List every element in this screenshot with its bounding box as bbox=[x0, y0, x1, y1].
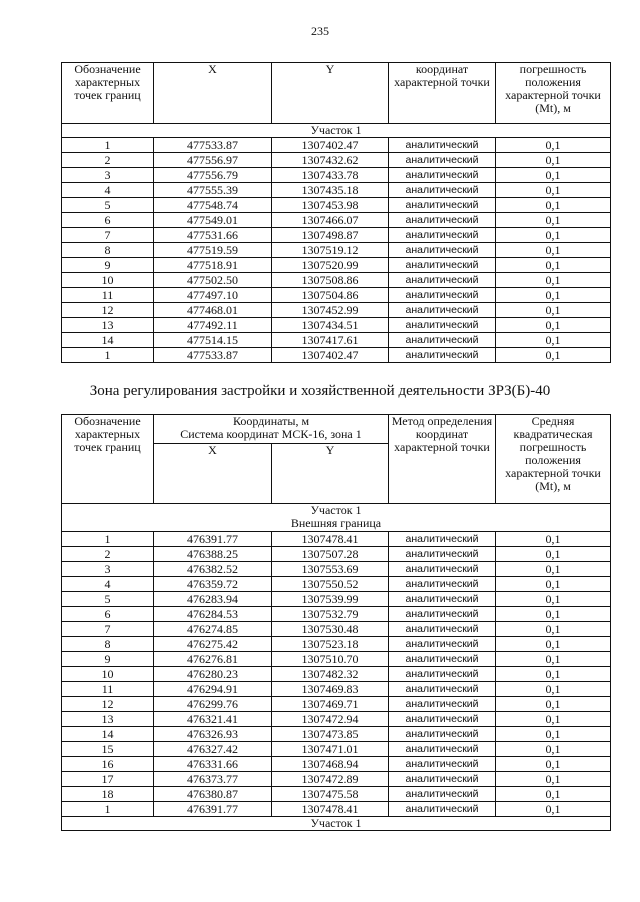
table2-section-cell bbox=[62, 504, 611, 532]
method-cell: аналитический bbox=[389, 652, 496, 667]
table1-section-row bbox=[62, 124, 611, 138]
error-cell: 0,1 bbox=[496, 622, 611, 637]
table2-coords-system: Система координат МСК-16, зона 1 bbox=[180, 427, 362, 441]
y-value-cell: 1307482.32 bbox=[272, 667, 389, 682]
table1-header-point: Обозначение характерных точек границ bbox=[62, 63, 154, 124]
table-row bbox=[62, 772, 611, 787]
error-cell: 0,1 bbox=[496, 667, 611, 682]
x-value-cell: 476388.25 bbox=[154, 547, 272, 562]
error-cell: 0,1 bbox=[496, 772, 611, 787]
method-cell: аналитический bbox=[389, 592, 496, 607]
error-cell: 0,1 bbox=[496, 637, 611, 652]
method-cell: аналитический bbox=[389, 258, 496, 273]
y-value-cell: 1307475.58 bbox=[272, 787, 389, 802]
point-number-cell: 6 bbox=[62, 213, 154, 228]
error-cell: 0,1 bbox=[496, 258, 611, 273]
table-row bbox=[62, 667, 611, 682]
table-row bbox=[62, 712, 611, 727]
point-number-cell: 8 bbox=[62, 637, 154, 652]
point-number-cell: 3 bbox=[62, 562, 154, 577]
method-cell: аналитический bbox=[389, 697, 496, 712]
x-value-cell: 476294.91 bbox=[154, 682, 272, 697]
error-cell: 0,1 bbox=[496, 228, 611, 243]
table-row bbox=[62, 303, 611, 318]
table-row bbox=[62, 138, 611, 153]
y-value-cell: 1307468.94 bbox=[272, 757, 389, 772]
y-value-cell: 1307402.47 bbox=[272, 138, 389, 153]
method-cell: аналитический bbox=[389, 802, 496, 817]
y-value-cell: 1307472.94 bbox=[272, 712, 389, 727]
error-cell: 0,1 bbox=[496, 318, 611, 333]
table-row bbox=[62, 318, 611, 333]
error-cell: 0,1 bbox=[496, 652, 611, 667]
table2-section-label: Участок 1 bbox=[310, 503, 362, 517]
y-value-cell: 1307539.99 bbox=[272, 592, 389, 607]
table-row bbox=[62, 228, 611, 243]
method-cell: аналитический bbox=[389, 607, 496, 622]
table-row bbox=[62, 757, 611, 772]
x-value-cell: 476391.77 bbox=[154, 802, 272, 817]
error-cell: 0,1 bbox=[496, 547, 611, 562]
x-value-cell: 477519.59 bbox=[154, 243, 272, 258]
method-cell: аналитический bbox=[389, 213, 496, 228]
y-value-cell: 1307507.28 bbox=[272, 547, 389, 562]
point-number-cell: 2 bbox=[62, 547, 154, 562]
point-number-cell: 12 bbox=[62, 303, 154, 318]
point-number-cell: 14 bbox=[62, 727, 154, 742]
error-cell: 0,1 bbox=[496, 727, 611, 742]
error-cell: 0,1 bbox=[496, 577, 611, 592]
method-cell: аналитический bbox=[389, 682, 496, 697]
table-row bbox=[62, 213, 611, 228]
error-cell: 0,1 bbox=[496, 138, 611, 153]
x-value-cell: 477502.50 bbox=[154, 273, 272, 288]
table2-header-point: Обозначение характерных точек границ bbox=[62, 415, 154, 504]
point-number-cell: 11 bbox=[62, 682, 154, 697]
y-value-cell: 1307472.89 bbox=[272, 772, 389, 787]
point-number-cell: 2 bbox=[62, 153, 154, 168]
method-cell: аналитический bbox=[389, 562, 496, 577]
x-value-cell: 477533.87 bbox=[154, 138, 272, 153]
x-value-cell: 476274.85 bbox=[154, 622, 272, 637]
x-value-cell: 477492.11 bbox=[154, 318, 272, 333]
table2-subsection-label: Внешняя граница bbox=[290, 516, 382, 530]
x-value-cell: 477555.39 bbox=[154, 183, 272, 198]
x-value-cell: 477518.91 bbox=[154, 258, 272, 273]
point-number-cell: 10 bbox=[62, 273, 154, 288]
point-number-cell: 9 bbox=[62, 258, 154, 273]
table-row bbox=[62, 547, 611, 562]
table-row bbox=[62, 348, 611, 363]
error-cell: 0,1 bbox=[496, 802, 611, 817]
coordinates-table-2 bbox=[61, 414, 611, 831]
y-value-cell: 1307453.98 bbox=[272, 198, 389, 213]
table2-trailing-row bbox=[62, 817, 611, 831]
method-cell: аналитический bbox=[389, 757, 496, 772]
method-cell: аналитический bbox=[389, 637, 496, 652]
table-row bbox=[62, 243, 611, 258]
y-value-cell: 1307530.48 bbox=[272, 622, 389, 637]
table2-header-y: Y bbox=[272, 443, 389, 503]
point-number-cell: 4 bbox=[62, 577, 154, 592]
method-cell: аналитический bbox=[389, 273, 496, 288]
method-cell: аналитический bbox=[389, 228, 496, 243]
y-value-cell: 1307466.07 bbox=[272, 213, 389, 228]
x-value-cell: 476299.76 bbox=[154, 697, 272, 712]
method-cell: аналитический bbox=[389, 183, 496, 198]
point-number-cell: 13 bbox=[62, 318, 154, 333]
table-row bbox=[62, 168, 611, 183]
point-number-cell: 1 bbox=[62, 802, 154, 817]
y-value-cell: 1307434.51 bbox=[272, 318, 389, 333]
error-cell: 0,1 bbox=[496, 757, 611, 772]
error-cell: 0,1 bbox=[496, 243, 611, 258]
method-cell: аналитический bbox=[389, 303, 496, 318]
table1-header-row bbox=[62, 63, 611, 124]
x-value-cell: 477497.10 bbox=[154, 288, 272, 303]
table-row bbox=[62, 288, 611, 303]
table-row bbox=[62, 258, 611, 273]
table-row bbox=[62, 532, 611, 547]
x-value-cell: 476284.53 bbox=[154, 607, 272, 622]
point-number-cell: 15 bbox=[62, 742, 154, 757]
error-cell: 0,1 bbox=[496, 712, 611, 727]
table-row bbox=[62, 333, 611, 348]
error-cell: 0,1 bbox=[496, 348, 611, 363]
method-cell: аналитический bbox=[389, 348, 496, 363]
error-cell: 0,1 bbox=[496, 198, 611, 213]
point-number-cell: 5 bbox=[62, 198, 154, 213]
y-value-cell: 1307550.52 bbox=[272, 577, 389, 592]
error-cell: 0,1 bbox=[496, 697, 611, 712]
table-row bbox=[62, 153, 611, 168]
error-cell: 0,1 bbox=[496, 787, 611, 802]
method-cell: аналитический bbox=[389, 532, 496, 547]
table-row bbox=[62, 183, 611, 198]
table2-header-error: Средняя квадратическая погрешность положения характерной точки (Mt), м bbox=[496, 415, 611, 504]
point-number-cell: 1 bbox=[62, 138, 154, 153]
y-value-cell: 1307498.87 bbox=[272, 228, 389, 243]
point-number-cell: 17 bbox=[62, 772, 154, 787]
y-value-cell: 1307523.18 bbox=[272, 637, 389, 652]
table-row bbox=[62, 727, 611, 742]
x-value-cell: 477548.74 bbox=[154, 198, 272, 213]
table2-header-coords bbox=[154, 415, 389, 444]
x-value-cell: 476280.23 bbox=[154, 667, 272, 682]
y-value-cell: 1307510.70 bbox=[272, 652, 389, 667]
point-number-cell: 11 bbox=[62, 288, 154, 303]
point-number-cell: 6 bbox=[62, 607, 154, 622]
y-value-cell: 1307553.69 bbox=[272, 562, 389, 577]
method-cell: аналитический bbox=[389, 787, 496, 802]
y-value-cell: 1307469.83 bbox=[272, 682, 389, 697]
point-number-cell: 5 bbox=[62, 592, 154, 607]
method-cell: аналитический bbox=[389, 138, 496, 153]
table-row bbox=[62, 637, 611, 652]
point-number-cell: 8 bbox=[62, 243, 154, 258]
method-cell: аналитический bbox=[389, 318, 496, 333]
error-cell: 0,1 bbox=[496, 562, 611, 577]
x-value-cell: 476283.94 bbox=[154, 592, 272, 607]
point-number-cell: 13 bbox=[62, 712, 154, 727]
x-value-cell: 476276.81 bbox=[154, 652, 272, 667]
y-value-cell: 1307532.79 bbox=[272, 607, 389, 622]
table2-coords-title: Координаты, м bbox=[232, 414, 310, 428]
method-cell: аналитический bbox=[389, 333, 496, 348]
method-cell: аналитический bbox=[389, 168, 496, 183]
point-number-cell: 4 bbox=[62, 183, 154, 198]
x-value-cell: 476327.42 bbox=[154, 742, 272, 757]
table-row bbox=[62, 802, 611, 817]
table-row bbox=[62, 787, 611, 802]
method-cell: аналитический bbox=[389, 153, 496, 168]
table-row bbox=[62, 562, 611, 577]
y-value-cell: 1307504.86 bbox=[272, 288, 389, 303]
method-cell: аналитический bbox=[389, 667, 496, 682]
x-value-cell: 477556.79 bbox=[154, 168, 272, 183]
table-row bbox=[62, 607, 611, 622]
table1-header-x: X bbox=[154, 63, 272, 124]
x-value-cell: 477531.66 bbox=[154, 228, 272, 243]
table2-header-x: X bbox=[154, 443, 272, 503]
x-value-cell: 477514.15 bbox=[154, 333, 272, 348]
method-cell: аналитический bbox=[389, 198, 496, 213]
x-value-cell: 477556.97 bbox=[154, 153, 272, 168]
method-cell: аналитический bbox=[389, 577, 496, 592]
table-row bbox=[62, 682, 611, 697]
table2-header-method: Метод определения координат характерной точки bbox=[389, 415, 496, 504]
x-value-cell: 477468.01 bbox=[154, 303, 272, 318]
x-value-cell: 476359.72 bbox=[154, 577, 272, 592]
y-value-cell: 1307520.99 bbox=[272, 258, 389, 273]
x-value-cell: 476373.77 bbox=[154, 772, 272, 787]
table2-section-row bbox=[62, 504, 611, 532]
x-value-cell: 476331.66 bbox=[154, 757, 272, 772]
table2-header-row-1 bbox=[62, 415, 611, 444]
x-value-cell: 477549.01 bbox=[154, 213, 272, 228]
point-number-cell: 9 bbox=[62, 652, 154, 667]
method-cell: аналитический bbox=[389, 547, 496, 562]
table1-header-error: погрешность положения характерной точки (Mt), м bbox=[496, 63, 611, 124]
y-value-cell: 1307473.85 bbox=[272, 727, 389, 742]
method-cell: аналитический bbox=[389, 742, 496, 757]
y-value-cell: 1307432.62 bbox=[272, 153, 389, 168]
page-number: 235 bbox=[311, 24, 329, 38]
error-cell: 0,1 bbox=[496, 682, 611, 697]
y-value-cell: 1307433.78 bbox=[272, 168, 389, 183]
y-value-cell: 1307417.61 bbox=[272, 333, 389, 348]
y-value-cell: 1307471.01 bbox=[272, 742, 389, 757]
table-row bbox=[62, 697, 611, 712]
y-value-cell: 1307402.47 bbox=[272, 348, 389, 363]
y-value-cell: 1307452.99 bbox=[272, 303, 389, 318]
point-number-cell: 10 bbox=[62, 667, 154, 682]
y-value-cell: 1307435.18 bbox=[272, 183, 389, 198]
error-cell: 0,1 bbox=[496, 333, 611, 348]
y-value-cell: 1307508.86 bbox=[272, 273, 389, 288]
point-number-cell: 18 bbox=[62, 787, 154, 802]
error-cell: 0,1 bbox=[496, 153, 611, 168]
coordinates-table-1 bbox=[61, 62, 611, 363]
table1-section-label: Участок 1 bbox=[62, 124, 611, 138]
table-row bbox=[62, 622, 611, 637]
point-number-cell: 16 bbox=[62, 757, 154, 772]
section-heading: Зона регулирования застройки и хозяйственной деятельности ЗРЗ(Б)-40 bbox=[89, 383, 551, 399]
point-number-cell: 1 bbox=[62, 348, 154, 363]
point-number-cell: 7 bbox=[62, 622, 154, 637]
table-row bbox=[62, 198, 611, 213]
error-cell: 0,1 bbox=[496, 742, 611, 757]
table-row bbox=[62, 273, 611, 288]
x-value-cell: 477533.87 bbox=[154, 348, 272, 363]
error-cell: 0,1 bbox=[496, 273, 611, 288]
table-row bbox=[62, 742, 611, 757]
method-cell: аналитический bbox=[389, 772, 496, 787]
error-cell: 0,1 bbox=[496, 592, 611, 607]
point-number-cell: 7 bbox=[62, 228, 154, 243]
table2-trailing-label: Участок 1 bbox=[62, 817, 611, 831]
method-cell: аналитический bbox=[389, 712, 496, 727]
point-number-cell: 14 bbox=[62, 333, 154, 348]
y-value-cell: 1307519.12 bbox=[272, 243, 389, 258]
point-number-cell: 1 bbox=[62, 532, 154, 547]
error-cell: 0,1 bbox=[496, 532, 611, 547]
x-value-cell: 476326.93 bbox=[154, 727, 272, 742]
x-value-cell: 476391.77 bbox=[154, 532, 272, 547]
error-cell: 0,1 bbox=[496, 288, 611, 303]
method-cell: аналитический bbox=[389, 622, 496, 637]
y-value-cell: 1307478.41 bbox=[272, 532, 389, 547]
y-value-cell: 1307478.41 bbox=[272, 802, 389, 817]
table-row bbox=[62, 577, 611, 592]
method-cell: аналитический bbox=[389, 288, 496, 303]
error-cell: 0,1 bbox=[496, 303, 611, 318]
table-row bbox=[62, 592, 611, 607]
point-number-cell: 3 bbox=[62, 168, 154, 183]
table-row bbox=[62, 652, 611, 667]
point-number-cell: 12 bbox=[62, 697, 154, 712]
method-cell: аналитический bbox=[389, 727, 496, 742]
table1-header-y: Y bbox=[272, 63, 389, 124]
x-value-cell: 476321.41 bbox=[154, 712, 272, 727]
y-value-cell: 1307469.71 bbox=[272, 697, 389, 712]
error-cell: 0,1 bbox=[496, 168, 611, 183]
error-cell: 0,1 bbox=[496, 183, 611, 198]
table1-header-method: координат характерной точки bbox=[389, 63, 496, 124]
x-value-cell: 476382.52 bbox=[154, 562, 272, 577]
x-value-cell: 476275.42 bbox=[154, 637, 272, 652]
method-cell: аналитический bbox=[389, 243, 496, 258]
x-value-cell: 476380.87 bbox=[154, 787, 272, 802]
error-cell: 0,1 bbox=[496, 607, 611, 622]
error-cell: 0,1 bbox=[496, 213, 611, 228]
